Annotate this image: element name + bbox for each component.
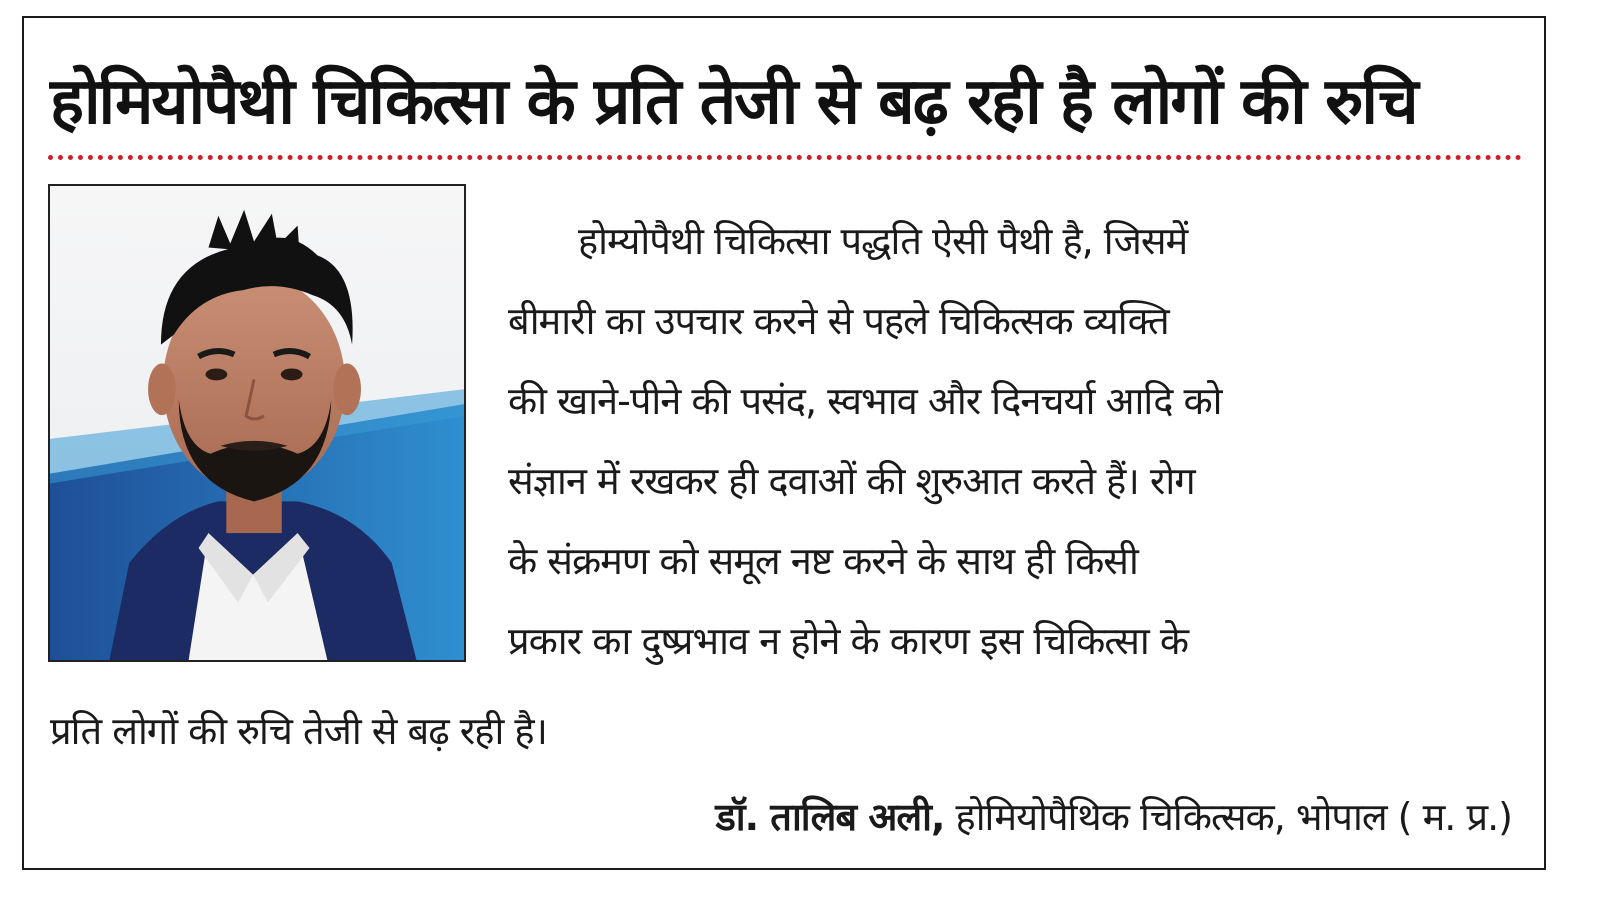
body-line-3: की खाने-पीने की पसंद, स्वभाव और दिनचर्या आदि को	[508, 379, 1222, 423]
author-name: डॉ. तालिब अली,	[715, 795, 945, 839]
author-photo	[48, 184, 466, 662]
author-designation: होमियोपैथिक चिकित्सक, भोपाल ( म. प्र.)	[955, 795, 1512, 839]
body-line-2: बीमारी का उपचार करने से पहले चिकित्सक व्यक्ति	[508, 299, 1169, 343]
body-line-1: होम्योपैथी चिकित्सा पद्धति ऐसी पैथी है, जिसमें	[578, 219, 1188, 263]
body-line-5: के संक्रमण को समूल नष्ट करने के साथ ही किसी	[508, 539, 1138, 583]
body-line-6: प्रकार का दुष्प्रभाव न होने के कारण इस चिकित्सा के	[508, 619, 1189, 663]
dotted-divider	[48, 155, 1522, 160]
body-line-4: संज्ञान में रखकर ही दवाओं की शुरुआत करते हैं। रोग	[508, 459, 1195, 503]
body-line-7: प्रति लोगों की रुचि तेजी से बढ़ रही है।	[50, 709, 547, 753]
headline: होमियोपैथी चिकित्सा के प्रति तेजी से बढ़ रही है लोगों की रुचि	[50, 65, 1417, 139]
byline	[715, 782, 1512, 852]
